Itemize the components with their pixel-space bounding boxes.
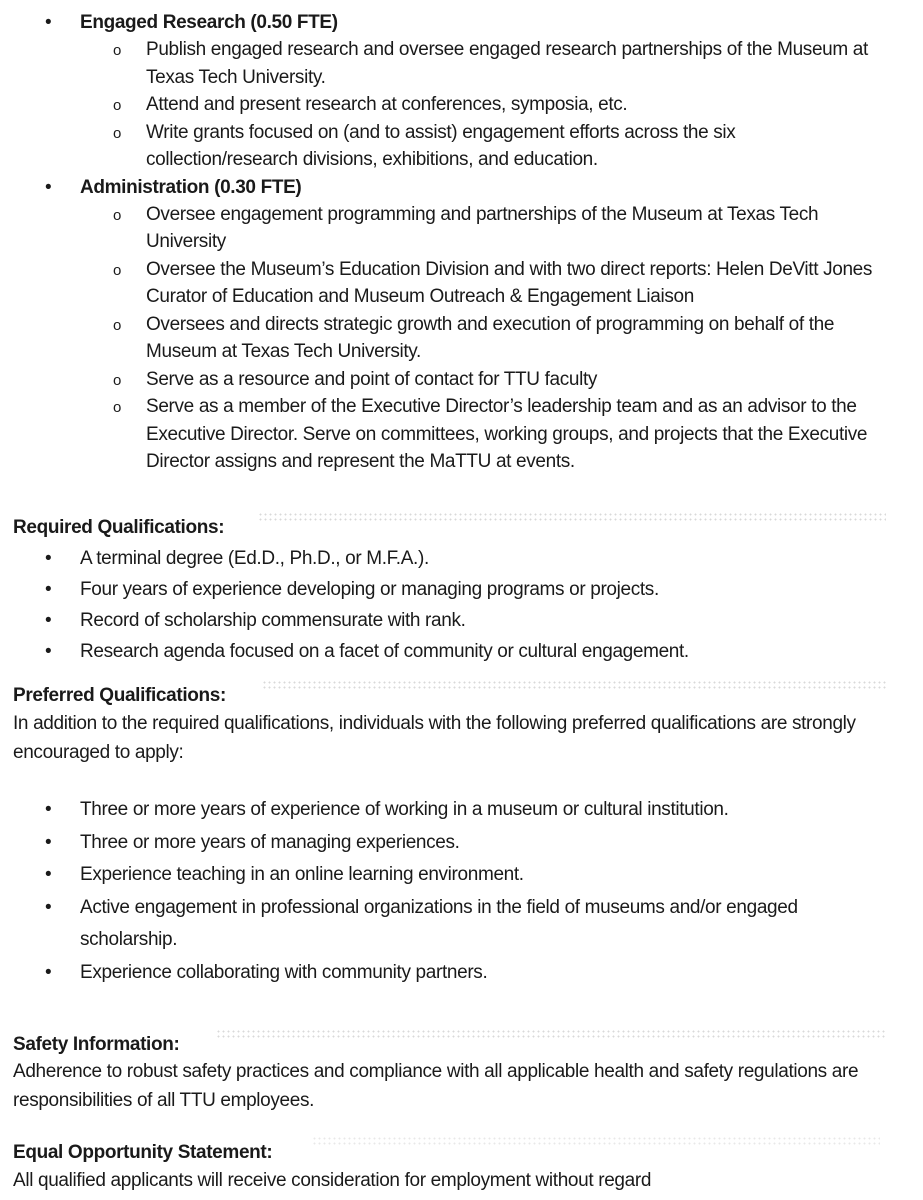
list-item-text: Publish engaged research and oversee engaged research partnerships of the Museum at Texas Tech University.	[146, 39, 868, 88]
bullet-icon: •	[45, 579, 52, 600]
hollow-bullet-icon: o	[113, 42, 121, 59]
list-item-text: Oversee engagement programming and partnerships of the Museum at Texas Tech University	[146, 203, 819, 252]
list-item-text: Research agenda focused on a facet of community or cultural engagement.	[80, 641, 689, 662]
bullet-icon: •	[45, 548, 52, 569]
list-item	[0, 543, 923, 574]
list-item-text: Experience teaching in an online learning environment.	[80, 864, 524, 885]
equal-opportunity-text: All qualified applicants will receive consideration for employment without regard	[13, 1170, 652, 1191]
dotted-divider	[258, 512, 886, 522]
list-item	[0, 574, 923, 605]
list-item-text: Serve as a member of the Executive Director’s leadership team and as an advisor to the Executive Director. Serve on committees, working groups, and projects that the Executive Director assigns and represent the MaTTU at events.	[146, 396, 868, 472]
list-item	[0, 636, 923, 667]
list-item	[0, 119, 923, 174]
list-item	[0, 201, 923, 256]
duties-list	[0, 9, 923, 476]
list-item	[0, 366, 923, 394]
bullet-icon: •	[45, 961, 52, 983]
bullet-icon: •	[45, 831, 52, 853]
preferred-qualifications-list	[0, 794, 923, 989]
duty-administration	[0, 174, 923, 201]
hollow-bullet-icon: o	[113, 97, 121, 114]
list-item	[0, 827, 923, 860]
hollow-bullet-icon: o	[113, 261, 121, 279]
hollow-bullet-icon: o	[113, 124, 121, 142]
safety-information-text: Adherence to robust safety practices and compliance with all applicable health and safety regulations are responsibilities of all TTU employees.	[13, 1061, 859, 1111]
list-item-text: Active engagement in professional organizations in the field of museums and/or engaged scholarship.	[80, 896, 798, 950]
bullet-icon: •	[45, 864, 52, 885]
list-item-text: Attend and present research at conferences, symposia, etc.	[146, 94, 628, 115]
list-item	[0, 859, 923, 892]
list-item-text: Four years of experience developing or managing programs or projects.	[80, 579, 659, 600]
duty-engaged-research	[0, 9, 923, 36]
bullet-icon: •	[45, 896, 52, 918]
hollow-bullet-icon: o	[113, 206, 121, 224]
list-item-text: Write grants focused on (and to assist) engagement efforts across the six collection/research divisions, exhibitions, and education.	[146, 121, 736, 170]
bullet-icon: •	[45, 641, 52, 662]
dotted-divider	[312, 1136, 880, 1146]
list-item	[0, 605, 923, 636]
list-item-text: Three or more years of experience of working in a museum or cultural institution.	[80, 799, 729, 820]
dotted-divider	[262, 680, 886, 690]
bullet-icon: •	[45, 610, 52, 631]
duty-title: Administration (0.30 FTE)	[80, 176, 302, 198]
equal-opportunity-heading: Equal Opportunity Statement:	[13, 1142, 273, 1163]
list-item-text: Oversee the Museum’s Education Division and with two direct reports: Helen DeVitt Jones Curator of Education and Museum Outreach & Engagement Liaison	[146, 258, 873, 307]
list-item	[0, 794, 923, 827]
bullet-icon: •	[45, 799, 52, 820]
duty-title: Engaged Research (0.50 FTE)	[80, 12, 338, 33]
list-item-text: Oversees and directs strategic growth and execution of programming on behalf of the Museum at Texas Tech University.	[146, 313, 835, 362]
bullet-icon: •	[45, 176, 52, 198]
dotted-divider	[216, 1029, 886, 1039]
safety-information-heading: Safety Information:	[13, 1034, 180, 1055]
list-item-text: Experience collaborating with community partners.	[80, 961, 488, 983]
preferred-qualifications-intro: In addition to the required qualifications, individuals with the following preferred qualifications are strongly encouraged to apply:	[13, 713, 856, 763]
preferred-qualifications-heading: Preferred Qualifications:	[13, 685, 226, 706]
list-item-text: Record of scholarship commensurate with rank.	[80, 610, 466, 631]
hollow-bullet-icon: o	[113, 316, 121, 334]
list-item	[0, 36, 923, 91]
list-item	[0, 957, 923, 990]
list-item-text: A terminal degree (Ed.D., Ph.D., or M.F.A.).	[80, 548, 429, 569]
list-item	[0, 892, 923, 957]
hollow-bullet-icon: o	[113, 399, 121, 416]
list-item	[0, 393, 923, 476]
list-item	[0, 311, 923, 366]
required-qualifications-list	[0, 543, 923, 667]
list-item-text: Three or more years of managing experiences.	[80, 831, 460, 853]
list-item	[0, 256, 923, 311]
bullet-icon: •	[45, 12, 52, 33]
list-item	[0, 91, 923, 119]
hollow-bullet-icon: o	[113, 371, 121, 389]
required-qualifications-heading: Required Qualifications:	[13, 517, 225, 538]
list-item-text: Serve as a resource and point of contact for TTU faculty	[146, 368, 598, 390]
